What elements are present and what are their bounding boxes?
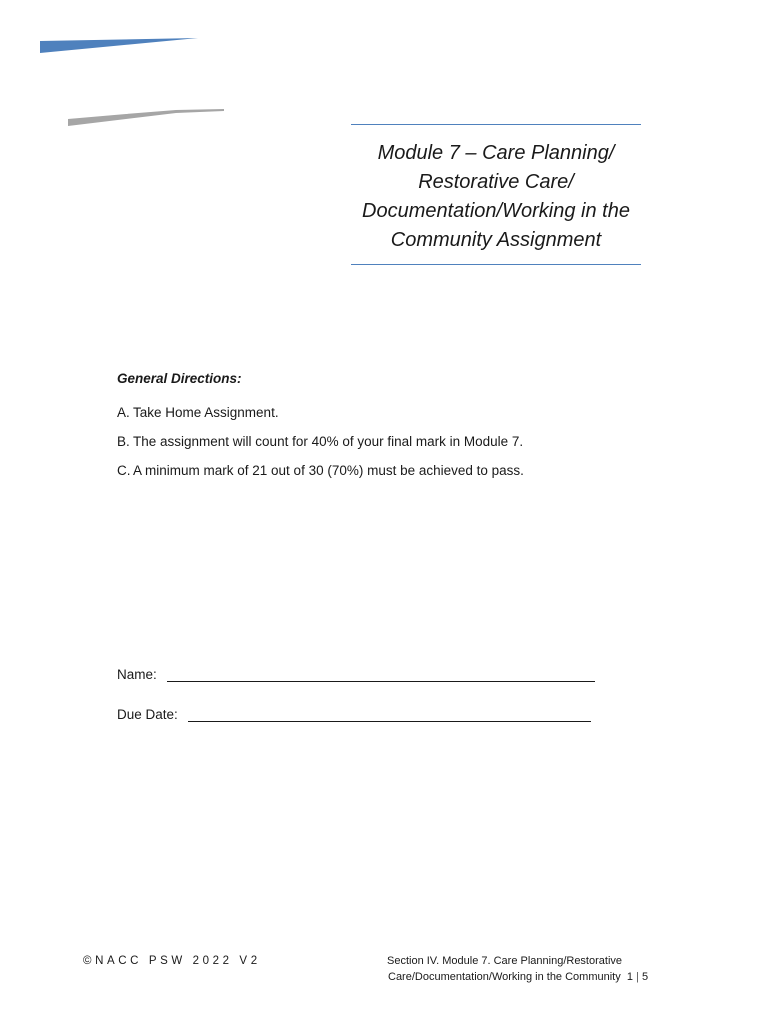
- general-directions: [117, 370, 677, 491]
- title-line: Community Assignment: [390, 229, 602, 251]
- name-blank-line[interactable]: [167, 667, 595, 682]
- due-date-field: [117, 706, 591, 724]
- header-gray-swoosh: [66, 108, 228, 128]
- list-marker: A.: [117, 405, 130, 420]
- list-item-text: The assignment will count for 40% of your final mark in Module 7.: [133, 434, 524, 449]
- list-item: [117, 433, 677, 462]
- footer-section-line: [383, 969, 683, 985]
- title-line: Documentation/Working in the: [362, 200, 630, 222]
- directions-list: [117, 404, 677, 491]
- list-item: [117, 462, 677, 491]
- header-blue-swoosh: [40, 38, 200, 54]
- footer-section-info: [383, 953, 683, 985]
- directions-heading: General Directions:: [117, 371, 242, 386]
- list-item-text: Take Home Assignment.: [133, 405, 279, 420]
- title-block: [351, 124, 641, 265]
- list-item-text: A minimum mark of 21 out of 30 (70%) must be achieved to pass.: [133, 463, 524, 478]
- footer-copyright: ©NACC PSW 2022 V2: [83, 955, 261, 967]
- page-total: 5: [641, 971, 649, 983]
- list-marker: C.: [117, 463, 131, 478]
- page-separator: |: [636, 971, 639, 983]
- page-number: 1: [626, 971, 633, 983]
- document-title: [351, 139, 641, 255]
- due-date-blank-line[interactable]: [188, 707, 591, 722]
- due-date-label: Due Date:: [117, 707, 182, 722]
- name-field: [117, 666, 595, 684]
- footer-section-text: Care/Documentation/Working in the Community: [388, 971, 621, 983]
- list-marker: B.: [117, 434, 130, 449]
- name-label: Name:: [117, 667, 161, 682]
- list-item: [117, 404, 677, 433]
- footer-section-line: Section IV. Module 7. Care Planning/Restorative: [387, 955, 623, 967]
- title-line: Module 7 – Care Planning/: [377, 142, 615, 164]
- title-line: Restorative Care/: [418, 171, 574, 193]
